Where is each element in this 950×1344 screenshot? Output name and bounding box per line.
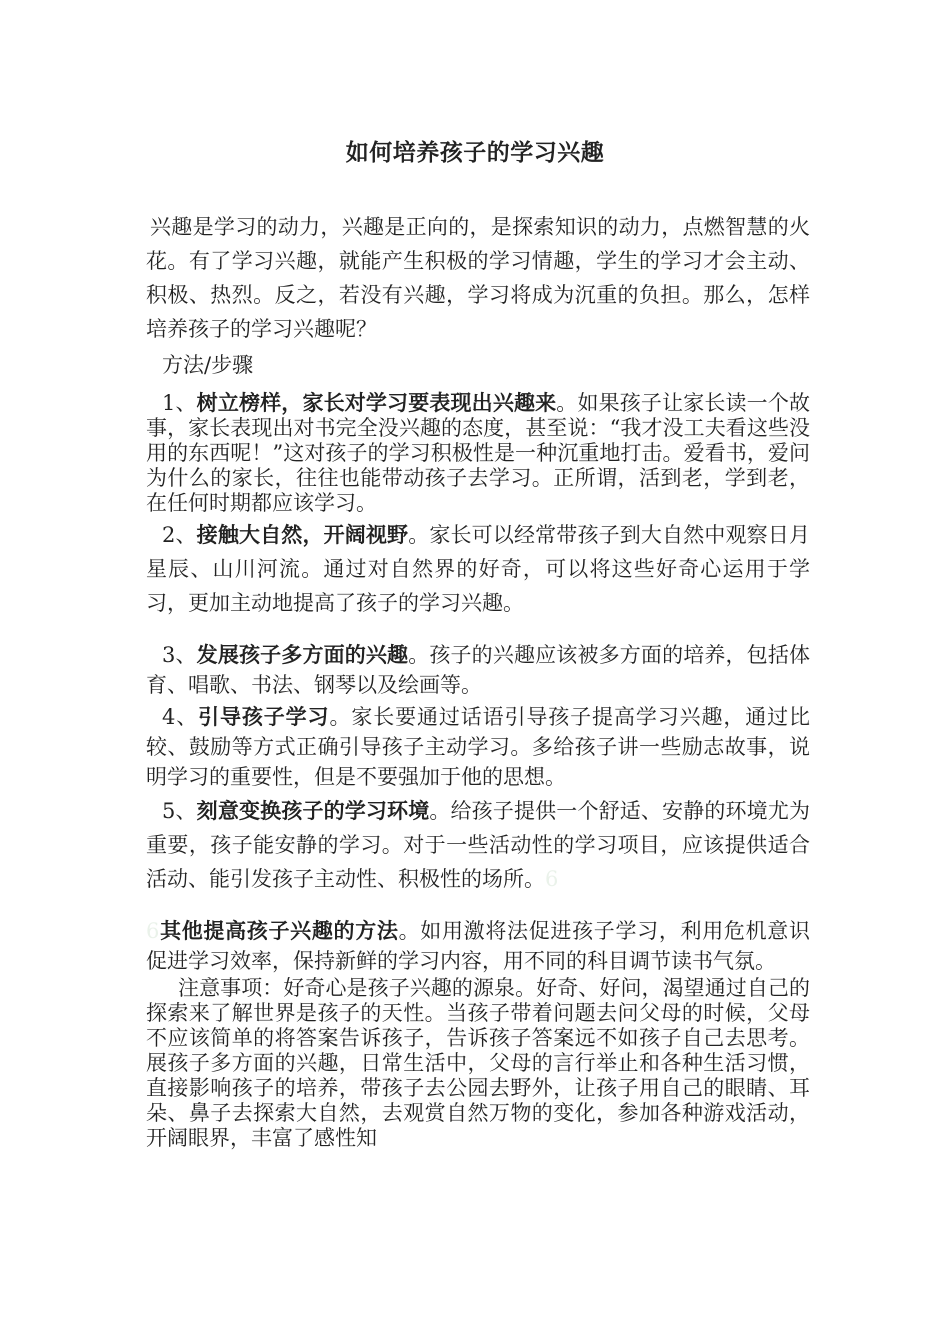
step-5-number: 5、: [162, 799, 197, 823]
step-3-heading: 发展孩子多方面的兴趣: [196, 642, 409, 667]
step-2-number: 2、: [162, 523, 197, 547]
step-3-text: 。孩子的兴趣应该被多方面的培养，包括体育、唱歌、书法、钢琴以及绘画等。: [146, 643, 810, 697]
step-3-paragraph: [146, 640, 810, 700]
step-4-heading: 引导孩子学习: [198, 704, 330, 729]
step-2-paragraph: [146, 518, 810, 620]
step-5-heading: 刻意变换孩子的学习环境: [196, 798, 430, 823]
other-methods-text: 。如用激将法促进孩子学习，利用危机意识促进学习效率，保持新鲜的学习内容，用不同的科目调节读书气氛。: [146, 919, 810, 973]
step-4-paragraph: [146, 702, 810, 792]
step-5-paragraph: [146, 794, 810, 896]
step-5-trailing-mark: 6: [545, 867, 559, 891]
step-1-text: 。如果孩子让家长读一个故事，家长表现出对书完全没兴趣的态度，甚至说：“我才没工夫看这些没用的东西呢！”这对孩子的学习积极性是一种沉重地打击。爱看书，爱问为什么的家长，往往也能带动孩子去学习。正所谓，活到老，学到老，在任何时期都应该学习。: [146, 391, 810, 515]
other-methods-leading-mark: 6: [146, 919, 160, 943]
intro-paragraph: 兴趣是学习的动力，兴趣是正向的，是探索知识的动力，点燃智慧的火花。有了学习兴趣，就能产生积极的学习情趣，学生的学习才会主动、积极、热烈。反之，若没有兴趣，学习将成为沉重的负担。那么，怎样培养孩子的学习兴趣呢？: [146, 215, 810, 341]
notice-paragraph: 注意事项：好奇心是孩子兴趣的源泉。好奇、好问，渴望通过自己的探索来了解世界是孩子的天性。当孩子带着问题去问父母的时候，父母不应该简单的将答案告诉孩子，告诉孩子答案远不如孩子自己去思考。展孩子多方面的兴趣，日常生活中，父母的言行举止和各种生活习惯，直接影响孩子的培养，带孩子去公园去野外，让孩子用自己的眼睛、耳朵、鼻子去探索大自然，去观赏自然万物的变化，参加各种游戏活动，开阔眼界，丰富了感性知: [146, 976, 810, 1150]
method-heading: 方法/步骤: [162, 353, 254, 377]
step-4-text: 。家长要通过话语引导孩子提高学习兴趣，通过比较、鼓励等方式正确引导孩子主动学习。多给孩子讲一些励志故事，说明学习的重要性，但是不要强加于他的思想。: [146, 705, 811, 789]
step-3-number: 3、: [162, 643, 197, 667]
other-methods-heading: 其他提高孩子兴趣的方法: [159, 918, 399, 943]
step-4-number: 4、: [162, 705, 199, 729]
document-title: 如何培养孩子的学习兴趣: [345, 139, 605, 166]
step-2-heading: 接触大自然，开阔视野: [196, 522, 409, 547]
step-5-text: 。给孩子提供一个舒适、安静的环境尤为重要，孩子能安静的学习。对于一些活动性的学习项目，应该提供适合活动、能引发孩子主动性、积极性的场所。: [146, 799, 810, 891]
step-1-paragraph: [146, 390, 810, 516]
document-body: [146, 210, 810, 1151]
step-1-heading: 树立榜样，家长对学习要表现出兴趣来: [196, 390, 557, 415]
step-2-text: 。家长可以经常带孩子到大自然中观察日月星辰、山川河流。通过对自然界的好奇，可以将这些好奇心运用于学习，更加主动地提高了孩子的学习兴趣。: [146, 523, 810, 615]
other-methods-paragraph: [146, 916, 810, 976]
step-1-number: 1、: [162, 391, 197, 415]
